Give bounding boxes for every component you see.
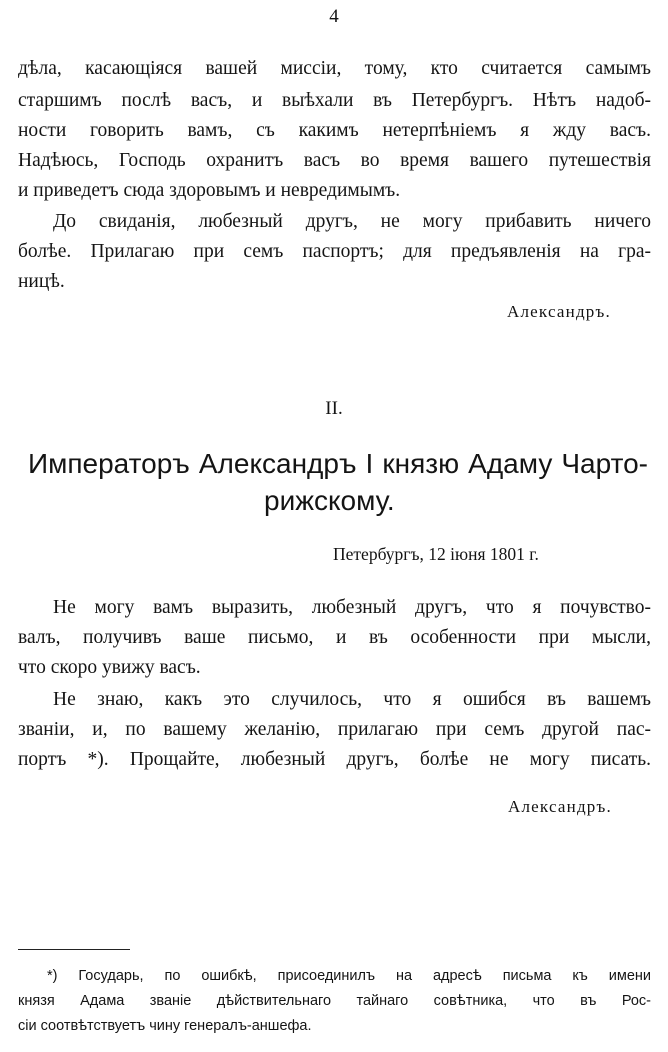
- text-line: ницѣ.: [18, 271, 65, 292]
- text-line: Надѣюсь, Господь охранитъ васъ во время вашего путешествія: [18, 150, 651, 171]
- signature: Александръ.: [507, 302, 611, 321]
- text-line: ности говорить вамъ, съ какимъ нетерпѣніемъ я жду васъ.: [18, 120, 651, 141]
- text-line: что скоро увижу васъ.: [18, 657, 201, 678]
- text-line: Не могу вамъ выразить, любезный другъ, что я почувство-: [53, 597, 651, 618]
- text-line: Не знаю, какъ это случилось, что я ошибся въ вашемъ: [53, 689, 651, 710]
- text-line: портъ *). Прощайте, любезный другъ, болѣе не могу писать.: [18, 749, 651, 770]
- footnote-line: сіи соотвѣтствуетъ чину генералъ-аншефа.: [18, 1018, 312, 1034]
- text-line: валъ, получивъ ваше письмо, и въ особенности при мысли,: [18, 627, 651, 648]
- heading-line: Императоръ Александръ I князю Адаму Чарто-: [28, 448, 648, 479]
- text-line: дѣла, касающіяся вашей миссіи, тому, кто считается самымъ: [18, 58, 651, 79]
- text-line: старшимъ послѣ васъ, и выѣхали въ Петербургъ. Нѣтъ надоб-: [18, 90, 651, 111]
- heading-line: рижскому.: [264, 485, 395, 516]
- dateline: Петербургъ, 12 іюня 1801 г.: [333, 544, 539, 564]
- section-number: II.: [325, 398, 343, 419]
- footnote-line: *) Государь, по ошибкѣ, присоединилъ на адресѣ письма къ имени: [47, 968, 651, 984]
- page-number: 4: [329, 6, 339, 27]
- signature: Александръ.: [508, 797, 612, 816]
- footnote-line: князя Адама званіе дѣйствительнаго тайнаго совѣтника, что въ Рос-: [18, 993, 651, 1009]
- text-line: болѣе. Прилагаю при семъ паспортъ; для предъявленія на гра-: [18, 241, 651, 262]
- text-line: До свиданія, любезный другъ, не могу прибавить ничего: [53, 211, 651, 232]
- text-line: званіи, и, по вашему желанію, прилагаю при семъ другой пас-: [18, 719, 651, 740]
- text-line: и приведетъ сюда здоровымъ и невредимымъ.: [18, 180, 401, 201]
- footnote-rule: [18, 949, 130, 950]
